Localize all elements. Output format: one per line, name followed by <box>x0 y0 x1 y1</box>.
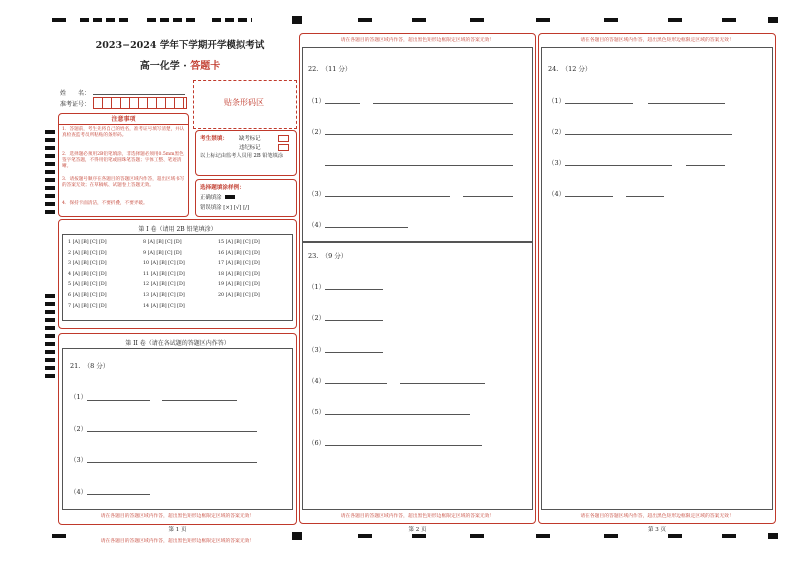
option-bubbles[interactable]: [A] [B] [C] [D] <box>225 292 260 298</box>
subject-title <box>60 57 300 72</box>
boundary-warning: 请在各题目的答题区域内作答，超出黑色矩形边框限定区域的答案无效！ <box>100 514 255 519</box>
q22-answer-line[interactable] <box>325 227 408 228</box>
q23-part-6: （6） <box>308 439 326 447</box>
fill-example-label: 选择题填涂样例： <box>200 185 245 191</box>
absent-checkbox[interactable] <box>278 135 289 142</box>
registration-mark <box>412 18 426 22</box>
q23-part-1: （1） <box>308 283 326 291</box>
option-bubbles[interactable]: [A] [B] [C] [D] <box>225 282 260 288</box>
q24-answer-line[interactable] <box>686 165 725 166</box>
name-field[interactable] <box>93 94 185 95</box>
notice-item: 2．选择题必须用2B铅笔填涂，非选择题必须用0.5mm黑色签字笔答题，不得用铅笔或圆珠笔答题；字体工整、笔迹清晰。 <box>62 152 184 169</box>
q21-answer-area <box>62 348 293 510</box>
bubble-row[interactable] <box>143 240 185 251</box>
question-number: 11 <box>143 271 150 277</box>
q22-title: 22. （11 分） <box>308 65 352 73</box>
boundary-warning: 请在各题目的答题区域内作答，超出黑色矩形边框限定区域的答案无效！ <box>580 38 734 43</box>
option-bubbles[interactable]: [A] [B] [C] [D] <box>225 250 260 256</box>
question-number: 15 <box>218 240 225 245</box>
q21-answer-line[interactable] <box>87 400 150 401</box>
q24-part-3: （3） <box>548 159 566 167</box>
q23-part-5: （5） <box>308 408 326 416</box>
registration-mark <box>358 18 372 22</box>
registration-mark <box>536 534 550 538</box>
bubble-row[interactable] <box>218 251 260 262</box>
option-bubbles[interactable]: [A] [B] [C] [D] <box>72 250 107 256</box>
q22-answer-area <box>302 47 533 242</box>
bubble-row[interactable] <box>68 282 107 293</box>
part1-title: 第 I 卷（请用 2B 铅笔填涂） <box>138 226 217 233</box>
question-number: 10 <box>143 261 150 267</box>
question-number: 6 <box>68 292 72 298</box>
bubble-row[interactable] <box>68 272 107 283</box>
registration-mark <box>412 534 426 538</box>
bubble-row[interactable] <box>68 251 107 262</box>
option-bubbles[interactable]: [A] [B] [C] [D] <box>72 261 107 267</box>
bubble-row[interactable] <box>68 293 107 304</box>
q22-part-2: （2） <box>308 128 326 136</box>
q23-answer-area <box>302 242 533 510</box>
barcode-label: 贴条形码区 <box>224 98 264 107</box>
exam-status-label: 考生禁填： <box>200 136 228 142</box>
question-number: 19 <box>218 282 225 288</box>
option-bubbles[interactable]: [A] [B] [C] [D] <box>72 282 107 288</box>
q23-answer-line[interactable] <box>325 289 383 290</box>
option-bubbles[interactable]: [A] [B] [C] [D] <box>72 271 107 277</box>
boundary-warning: 请在各题目的答题区域内作答，超出黑色矩形边框限定区域的答案无效！ <box>100 539 255 544</box>
question-number: 1 <box>68 240 72 245</box>
question-number: 17 <box>218 261 225 267</box>
boundary-warning: 请在各题目的答题区域内作答，超出黑色矩形边框限定区域的答案无效！ <box>340 38 495 43</box>
question-number: 18 <box>218 271 225 277</box>
page-number: 第 3 页 <box>648 527 666 533</box>
q23-answer-line[interactable] <box>325 320 383 321</box>
boundary-warning: 请在各题目的答题区域内作答，超出黑色矩形边框限定区域的答案无效！ <box>340 514 495 519</box>
registration-mark <box>212 18 252 22</box>
violation-checkbox[interactable] <box>278 144 289 151</box>
q22-answer-line[interactable] <box>373 103 513 104</box>
registration-mark <box>536 18 550 22</box>
question-number: 16 <box>218 250 225 256</box>
bubble-column-1 <box>68 240 107 314</box>
q23-part-3: （3） <box>308 346 326 354</box>
option-bubbles[interactable]: [A] [B] [C] [D] <box>147 250 182 256</box>
q21-part-1: （1） <box>70 393 88 401</box>
registration-mark <box>52 18 66 22</box>
q21-answer-line[interactable] <box>87 431 257 432</box>
q22-answer-line[interactable] <box>325 103 360 104</box>
name-label: 姓 名： <box>60 90 91 97</box>
notice-item: 1．答题前，考生先将自己的姓名，准考证号填写清楚，并认真检查监考员所粘贴的条形码。 <box>62 127 185 138</box>
registration-mark <box>604 534 618 538</box>
option-bubbles[interactable]: [A] [B] [C] [D] <box>72 240 107 245</box>
q23-title: 23. （9 分） <box>308 252 348 260</box>
q24-answer-line[interactable] <box>626 196 664 197</box>
registration-mark <box>470 18 484 22</box>
registration-mark <box>292 16 302 24</box>
bubble-column-3 <box>218 240 260 304</box>
timing-marks <box>45 130 55 216</box>
option-bubbles[interactable]: [A] [B] [C] [D] <box>150 292 185 298</box>
bubble-column-2 <box>143 240 185 314</box>
question-number: 14 <box>143 303 150 309</box>
q23-part-4: （4） <box>308 377 326 385</box>
registration-mark <box>768 533 778 539</box>
question-number: 2 <box>68 250 72 256</box>
q23-answer-line[interactable] <box>400 383 485 384</box>
option-bubbles[interactable]: [A] [B] [C] [D] <box>150 282 185 288</box>
registration-mark <box>358 534 372 538</box>
q21-part-3: （3） <box>70 456 88 464</box>
wrong-fill-label: 错误填涂 [×] [√] [/] <box>200 205 250 211</box>
correct-fill-label <box>200 193 235 201</box>
q24-part-1: （1） <box>548 97 566 105</box>
q24-answer-area <box>541 47 773 510</box>
option-bubbles[interactable]: [A] [B] [C] [D] <box>150 271 185 277</box>
option-bubbles[interactable]: [A] [B] [C] [D] <box>225 271 260 277</box>
q24-part-2: （2） <box>548 128 566 136</box>
q22-answer-line[interactable] <box>325 165 513 166</box>
question-number: 5 <box>68 282 72 288</box>
notice-item: 3．请按题号顺序在各题目的答题区域内作答，超出区域书写的答案无效；在草稿纸、试题卷上答题无效。 <box>62 177 185 188</box>
question-number: 8 <box>143 240 147 245</box>
option-bubbles[interactable]: [A] [B] [C] [D] <box>150 261 185 267</box>
registration-mark <box>722 534 736 538</box>
bubble-row[interactable] <box>218 261 260 272</box>
option-bubbles[interactable]: [A] [B] [C] [D] <box>225 261 260 267</box>
q21-part-4: （4） <box>70 488 88 496</box>
q22-answer-line[interactable] <box>325 196 450 197</box>
bubble-row[interactable] <box>68 304 107 315</box>
exam-status-note: 以上标记由监考人员用 2B 铅笔填涂 <box>200 153 284 159</box>
question-number: 9 <box>143 250 147 256</box>
option-bubbles[interactable]: [A] [B] [C] [D] <box>72 292 107 298</box>
notice-item: 4．保持卡面清洁，不要折叠，不要弄破。 <box>62 201 148 206</box>
q24-part-4: （4） <box>548 190 566 198</box>
bubble-row[interactable] <box>143 251 185 262</box>
q22-part-3: （3） <box>308 190 326 198</box>
registration-mark <box>470 534 484 538</box>
registration-mark <box>80 18 130 22</box>
id-boxes[interactable] <box>93 97 187 109</box>
option-bubbles[interactable]: [A] [B] [C] [D] <box>150 303 185 309</box>
page-number: 第 2 页 <box>408 527 427 533</box>
q24-answer-line[interactable] <box>565 165 672 166</box>
registration-mark <box>768 17 778 23</box>
answer-card-label: 答题卡 <box>190 61 221 72</box>
bubble-row[interactable] <box>143 293 185 304</box>
option-bubbles[interactable]: [A] [B] [C] [D] <box>72 303 107 309</box>
q23-answer-line[interactable] <box>325 383 387 384</box>
correct-fill-text: 正确填涂 <box>200 195 222 201</box>
filled-bubble-icon <box>225 195 235 199</box>
q21-title: 21. （8 分） <box>70 362 110 370</box>
q21-answer-line[interactable] <box>87 462 257 463</box>
bubble-row[interactable] <box>143 272 185 283</box>
q24-answer-line[interactable] <box>648 103 725 104</box>
question-number: 3 <box>68 261 72 267</box>
absent-label: 缺考标记 <box>239 136 261 142</box>
q23-answer-line[interactable] <box>325 414 470 415</box>
q22-part-1: （1） <box>308 97 326 105</box>
question-number: 12 <box>143 282 150 288</box>
q24-answer-line[interactable] <box>565 196 613 197</box>
question-number: 13 <box>143 292 150 298</box>
notice-title: 注意事项 <box>58 114 189 125</box>
boundary-warning: 请在各题目的答题区域内作答，超出黑色矩形边框限定区域的答案无效！ <box>580 514 734 519</box>
registration-mark <box>604 18 618 22</box>
q24-answer-line[interactable] <box>565 103 633 104</box>
q21-answer-line[interactable] <box>162 400 237 401</box>
bubble-row[interactable] <box>68 240 107 251</box>
q21-answer-line[interactable] <box>87 494 150 495</box>
timing-marks <box>45 294 55 380</box>
bubble-row[interactable] <box>143 304 185 315</box>
part2-title: 第 II 卷（请在各试题的答题区内作答） <box>125 340 230 347</box>
q24-answer-line[interactable] <box>565 134 732 135</box>
q23-answer-line[interactable] <box>325 445 482 446</box>
question-number: 4 <box>68 271 72 277</box>
bubble-row[interactable] <box>143 282 185 293</box>
q23-part-2: （2） <box>308 314 326 322</box>
q22-part-4: （4） <box>308 221 326 229</box>
q22-answer-line[interactable] <box>325 134 513 135</box>
registration-mark <box>722 18 736 22</box>
registration-mark <box>668 534 682 538</box>
option-bubbles[interactable]: [A] [B] [C] [D] <box>225 240 260 245</box>
q24-title: 24. （12 分） <box>548 65 592 73</box>
q23-answer-line[interactable] <box>325 352 383 353</box>
bubble-row[interactable] <box>218 282 260 293</box>
registration-mark <box>147 18 195 22</box>
bubble-row[interactable] <box>143 261 185 272</box>
bubble-row[interactable] <box>218 240 260 251</box>
question-number: 7 <box>68 303 72 309</box>
exam-title: 2023−2024 学年下学期开学模拟考试 <box>95 40 265 51</box>
option-bubbles[interactable]: [A] [B] [C] [D] <box>147 240 182 245</box>
page-number: 第 1 页 <box>168 527 187 533</box>
violation-label: 违纪标记 <box>239 145 261 151</box>
subject-name: 高一化学 · <box>139 61 191 72</box>
registration-mark <box>668 18 682 22</box>
bubble-row[interactable] <box>218 272 260 283</box>
q22-answer-line[interactable] <box>463 196 513 197</box>
bubble-row[interactable] <box>68 261 107 272</box>
id-label: 准考证号： <box>60 101 91 108</box>
q21-part-2: （2） <box>70 425 88 433</box>
bubble-row[interactable] <box>218 293 260 304</box>
question-number: 20 <box>218 292 225 298</box>
